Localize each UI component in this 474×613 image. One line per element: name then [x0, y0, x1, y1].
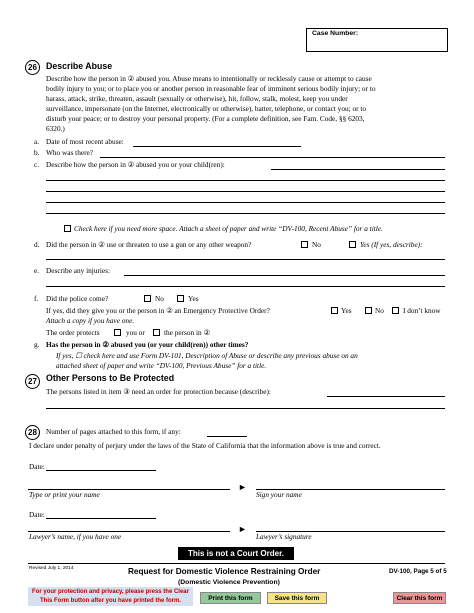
abuse-description-line-1[interactable]	[271, 169, 445, 170]
section-28-number: 28	[25, 425, 40, 440]
previous-abuse-instructions-2: attached sheet of paper and write “DV-100, Previous Abuse” for a title.	[56, 361, 267, 370]
order-protects-label: The order protects	[46, 328, 100, 337]
injuries-field-2[interactable]	[46, 286, 445, 287]
footer-divider	[28, 563, 445, 564]
weapon-yes-label: Yes (If yes, describe):	[360, 240, 423, 249]
revised-date: Revised July 1, 2014	[29, 566, 74, 571]
lawyer-date-field[interactable]	[46, 518, 156, 519]
protection-reason-field-1[interactable]	[327, 396, 445, 397]
epo-no-label: No	[375, 306, 384, 315]
section-28-text: Number of pages attached to this form, if any:	[46, 427, 181, 436]
item-a-letter: a.	[34, 137, 40, 146]
police-yes-label: Yes	[188, 294, 199, 303]
lawyer-signature-label: Lawyer’s signature	[256, 532, 312, 541]
arrow-right-icon-2: ►	[238, 524, 247, 534]
footer-subtitle: (Domestic Violence Prevention)	[178, 579, 280, 586]
item-g-letter: g.	[34, 340, 40, 349]
attached-pages-field[interactable]	[207, 436, 247, 437]
item-f-letter: f.	[34, 294, 39, 303]
weapon-no-label: No	[312, 240, 321, 249]
item-f-label: Did the police come?	[46, 294, 109, 303]
sign-name-label: Sign your name	[256, 490, 302, 499]
item-d-label: Did the person in ② use or threaten to use a gun or any other weapon?	[46, 240, 252, 249]
lawyer-name-label: Lawyer’s name, if you have one	[29, 532, 122, 541]
epo-dont-know-label: I don’t know	[403, 306, 441, 315]
clear-form-button[interactable]: Clear this form	[393, 592, 446, 604]
item-d-letter: d.	[34, 240, 40, 249]
abuse-description-line-4[interactable]	[46, 202, 445, 203]
protects-you-label: you or	[126, 328, 145, 337]
form-page-number: DV-100, Page 5 of 5	[389, 568, 447, 575]
case-number-label: Case Number:	[312, 30, 359, 37]
more-space-label: Check here if you need more space. Attach a sheet of paper and write “DV-100, Recent Abuse” for a title.	[74, 224, 383, 233]
abuse-description-line-3[interactable]	[46, 191, 445, 192]
privacy-notice: For your protection and privacy, please press the Clear This Form button after you have printed the form.	[28, 587, 193, 606]
protects-person-checkbox[interactable]	[153, 329, 160, 336]
lawyer-date-label: Date:	[29, 510, 45, 519]
abuse-description-line-5[interactable]	[46, 213, 445, 214]
date-label: Date:	[29, 462, 45, 471]
weapon-no-checkbox[interactable]	[301, 241, 308, 248]
item-e-letter: e.	[34, 266, 40, 275]
not-court-order-banner: This is not a Court Order.	[178, 547, 294, 560]
section-26-number: 26	[25, 60, 40, 75]
item-a-label: Date of most recent abuse:	[46, 137, 124, 146]
who-was-there-field[interactable]	[100, 157, 445, 158]
footer-title: Request for Domestic Violence Restraining Order	[128, 567, 321, 576]
epo-yes-checkbox[interactable]	[331, 307, 338, 314]
police-no-checkbox[interactable]	[144, 295, 151, 302]
item-g-label: Has the person in ② abused you (or your child(ren)) other times?	[46, 340, 249, 349]
print-form-button[interactable]: Print this form	[200, 592, 261, 604]
recent-abuse-date-field[interactable]	[133, 146, 301, 147]
section-27-text: The persons listed in item ③ need an order for protection because (describe):	[46, 387, 271, 396]
weapon-description-field[interactable]	[46, 259, 445, 260]
attach-copy-note: Attach a copy if you have one.	[46, 316, 135, 325]
more-space-checkbox[interactable]	[64, 225, 71, 232]
police-yes-checkbox[interactable]	[177, 295, 184, 302]
epo-no-checkbox[interactable]	[365, 307, 372, 314]
protection-reason-field-2[interactable]	[46, 408, 445, 409]
section-26-title: Describe Abuse	[46, 61, 113, 71]
epo-question: If yes, did they give you or the person in ② an Emergency Protective Order?	[46, 306, 270, 315]
protects-person-label: the person in ②	[164, 328, 211, 337]
save-form-button[interactable]: Save this form	[267, 592, 327, 604]
item-b-label: Who was there?	[46, 148, 94, 157]
abuse-description-line-2[interactable]	[46, 180, 445, 181]
date-field[interactable]	[46, 470, 156, 471]
epo-yes-label: Yes	[341, 306, 352, 315]
protects-you-checkbox[interactable]	[114, 329, 121, 336]
print-name-label: Type or print your name	[29, 490, 100, 499]
item-b-letter: b.	[34, 148, 40, 157]
arrow-right-icon: ►	[238, 482, 247, 492]
section-27-number: 27	[25, 374, 40, 389]
epo-dont-know-checkbox[interactable]	[392, 307, 399, 314]
declaration-text: I declare under penalty of perjury under the laws of the State of California that the information above is true and correct.	[29, 441, 381, 450]
item-c-label: Describe how the person in ② abused you or your child(ren):	[46, 160, 225, 169]
previous-abuse-instructions-1: If yes, ☐ check here and use Form DV-101, Description of Abuse or describe any previous abuse on an	[56, 351, 358, 360]
police-no-label: No	[155, 294, 164, 303]
item-c-letter: c.	[34, 160, 40, 169]
item-e-label: Describe any injuries:	[46, 266, 111, 275]
section-27-title: Other Persons to Be Protected	[46, 373, 175, 383]
weapon-yes-checkbox[interactable]	[349, 241, 356, 248]
injuries-field-1[interactable]	[124, 275, 445, 276]
